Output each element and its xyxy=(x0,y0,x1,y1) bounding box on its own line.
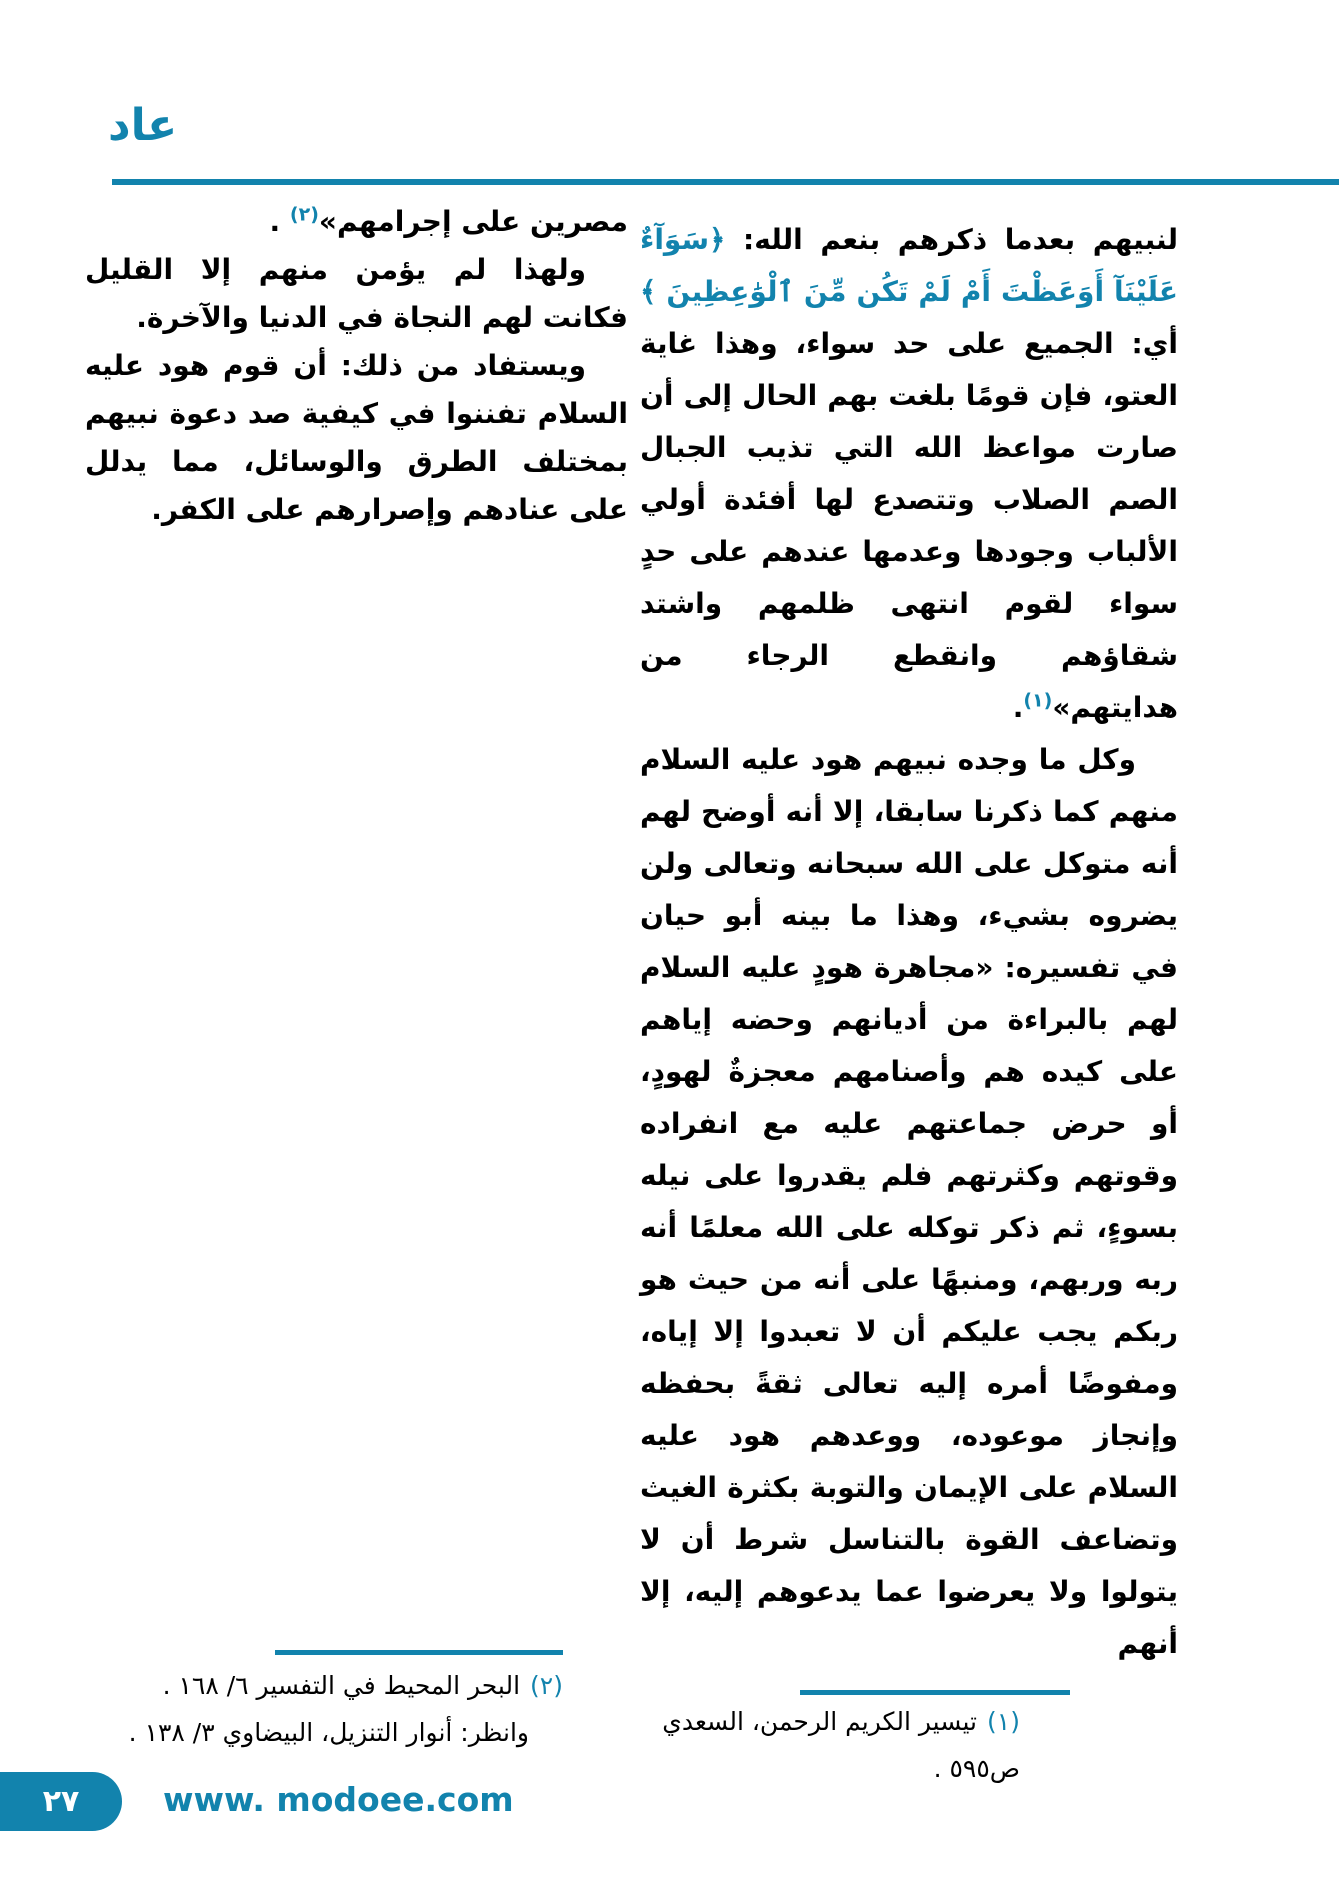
page-number-tab xyxy=(0,1772,122,1831)
footnote-right xyxy=(640,1698,1020,1792)
quran-verse: ﴿سَوَآءٌ عَلَيْنَآ أَوَعَظْتَ أَمْ لَمْ تَكُن مِّنَ ٱلْوَٰعِظِينَ ﴾ xyxy=(640,223,1178,308)
paragraph: وكل ما وجده نبيهم هود عليه السلام منهم كما ذكرنا سابقا، إلا أنه أوضح لهم أنه متوكل على الله سبحانه وتعالى ولن يضروه بشيء، وهذا ما بينه أبو حيان في تفسيره: «مجاهرة هودٍ عليه السلام لهم بالبراءة من أديانهم وحضه إياهم على كيده هم وأصنامهم معجزةٌ لهودٍ، أو حرض جماعتهم عليه مع انفراده وقوتهم وكثرتهم فلم يقدروا على نيله بسوءٍ، ثم ذكر توكله على الله معلمًا أنه ربه وربهم، ومنبهًا على أنه من حيث هو ربكم يجب عليكم أن لا تعبدوا إلا إياه، ومفوضًا أمره إليه تعالى ثقةً بحفظه وإنجاز موعوده، ووعدهم هود عليه السلام على الإيمان والتوبة بكثرة الغيث وتضاعف القوة بالتناسل شرط أن لا يتولوا ولا يعرضوا عما يدعوهم إليه، إلا أنهم xyxy=(640,743,1178,1660)
page-header-title: عاد xyxy=(108,100,178,151)
footnote-left xyxy=(85,1662,563,1756)
paragraph-continuation xyxy=(640,214,1178,734)
main-column-left xyxy=(85,198,628,534)
footnote-separator-right xyxy=(800,1690,1070,1695)
footnote-marker-2-ref: (٢) xyxy=(289,203,319,226)
footnote-number-1: (١) xyxy=(987,1707,1020,1736)
body-text: أي: الجميع على حد سواء، وهذا غاية العتو، فإن قومًا بلغت بهم الحال إلى أن صارت مواعظ الله التي تذيب الجبال الصم الصلاب وتتصدع لها أفئدة أولي الألباب وجودها وعدمها عندهم على حدٍ سواء لقوم انتهى ظلمهم واشتد شقاؤهم وانقطع الرجاء من هدايتهم» xyxy=(640,327,1178,724)
website-link[interactable]: www. modoee.com xyxy=(163,1780,514,1819)
footnote-separator-left xyxy=(275,1650,563,1655)
page-number: ٢٧ xyxy=(42,1784,80,1819)
body-text: . xyxy=(1012,691,1024,724)
body-text: . xyxy=(269,205,290,238)
header-rule xyxy=(112,179,1339,185)
body-text: مصرين على إجرامهم» xyxy=(318,205,628,238)
paragraph: ولهذا لم يؤمن منهم إلا القليل فكانت لهم النجاة في الدنيا والآخرة. xyxy=(85,253,628,334)
footnote-marker-1-ref: (١) xyxy=(1023,689,1053,712)
footnote-text: تيسير الكريم الرحمن، السعدي ص٥٩٥ . xyxy=(662,1707,1020,1783)
paragraph: ويستفاد من ذلك: أن قوم هود عليه السلام تفننوا في كيفية صد دعوة نبيهم بمختلف الطرق والوسائل، مما يدلل على عنادهم وإصرارهم على الكفر. xyxy=(85,349,628,526)
footnote-text: وانظر: أنوار التنزيل، البيضاوي ٣/ ١٣٨ . xyxy=(128,1718,529,1747)
body-text: لنبيهم بعدما ذكرهم بنعم الله: xyxy=(725,223,1178,256)
footnote-text: البحر المحيط في التفسير ٦/ ١٦٨ . xyxy=(162,1671,521,1700)
paragraph-continuation xyxy=(85,198,628,246)
footnote-number-2: (٢) xyxy=(530,1671,563,1700)
main-column-right xyxy=(640,214,1178,1670)
